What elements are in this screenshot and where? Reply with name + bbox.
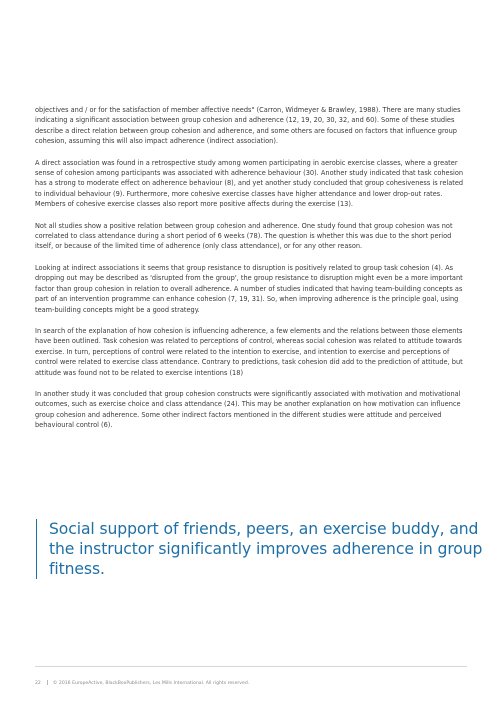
footer-divider xyxy=(35,666,467,667)
body-text xyxy=(35,105,467,442)
paragraph-2: A direct association was found in a retrospective study among women participating in aerobic exercise classes, where a greater sense of cohesion among participants was associated with adherence behaviour (30). Another study indicated that task cohesion has a strong to moderate effect on adherence behaviour (8), and yet another study concluded that group cohesiveness is related to individual behaviour (9). Furthermore, more cohesive exercise classes have higher attendance and lower drop-out rates. Members of cohesive exercise classes also report more positive affects during the exercise (13). xyxy=(35,158,464,209)
footer-separator xyxy=(47,680,48,685)
paragraph-4: Looking at indirect associations it seems that group resistance to disruption is positively related to group task cohesion (4). As dropping out may be described as 'disrupted from the group', the group resistance to disruption might even be a more important factor than group cohesion in relation to overall adherence. A number of studies indicated that having team-building concepts as part of an intervention programme can enhance cohesion (7, 19, 31). So, when improving adherence is the principle goal, using team-building concepts might be a good strategy. xyxy=(35,263,463,314)
pull-quote-text: Social support of friends, peers, an exercise buddy, and the instructor significantly improves adherence in group fitness. xyxy=(49,520,483,578)
paragraph-3: Not all studies show a positive relation between group cohesion and adherence. One study found that group cohesion was not correlated to class attendance during a short period of 6 weeks (78). The question is whether this was due to the short period itself, or because of the limited time of adherence (only class attendance), or for any other reason. xyxy=(35,221,453,251)
copyright-notice: © 2016 EuropeActive, BlackBoxPublishers, Les Mills International. All rights reserved. xyxy=(52,681,250,686)
paragraph-1: objectives and / or for the satisfaction of member affective needs" (Carron, Widmeyer & Brawley, 1988). There are many studies indicating a significant association between group cohesion and adherence (12, 19, 20, 30, 32, and 60). Some of these studies describe a direct relation between group cohesion and adherence, and some others are focused on factors that influence group cohesion, assuming this will also impact adherence (indirect association). xyxy=(35,106,461,146)
page-number: 22 xyxy=(35,681,41,686)
paragraph-5: In search of the explanation of how cohesion is influencing adherence, a few elements and the relations between those elements have been outlined. Task cohesion was related to perceptions of control, whereas social cohesion was related to attitude towards exercise. In turn, perceptions of control were related to the intention to exercise, and intention to exercise and perceptions of control were related to exercise class attendance. Contrary to predictions, task cohesion did add to the prediction of attitude, but attitude was found not to be related to exercise intentions (18) xyxy=(35,326,463,377)
page-footer xyxy=(35,680,249,686)
paragraph-6: In another study it was concluded that group cohesion constructs were significantly associated with motivation and motivational outcomes, such as exercise choice and class attendance (24). This may be another explanation on how motivation can influence group cohesion and adherence. Some other indirect factors mentioned in the different studies were attitude and perceived behavioural control (6). xyxy=(35,389,461,430)
pull-quote xyxy=(36,519,489,579)
